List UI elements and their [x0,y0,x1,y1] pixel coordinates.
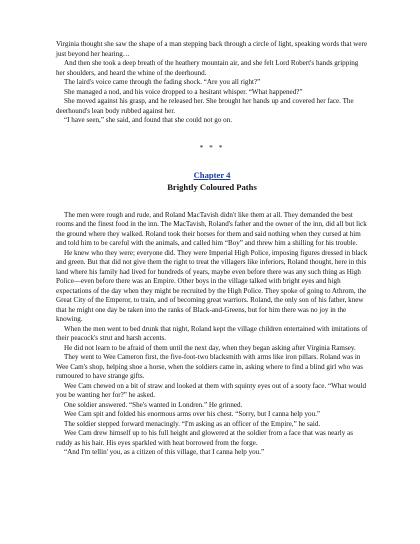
paragraph: He knew who they were; everyone did. They were Imperial High Police, imposing figures dressed in black and green. But that did not give them the right to treat the villagers like inferiors, Roland thought, here in this land where his family had lived for hundreds of years, maybe even before there was any such thing as High Police—even before there was an Empire. Other boys in the village talked with bright eyes and high expectations of the day when they might be recruited by the High Police. They spoke of going to Athrom, the Great City of the Emperor, to train, and of becoming great warriors. Roland, the only son of his father, knew that he might one day be taken into the ranks of Black-and-Greens, but for him there was no joy in the knowing. [56,248,368,323]
paragraph: “I have seen,” she said, and found that she could not go on. [64,116,233,124]
scene-end-section [56,40,368,126]
paragraph: Virginia thought she saw the shape of a man stepping back through a circle of light, speaking words that were just beyond her hearing… [56,40,368,58]
scene-separator: * * * [199,142,225,152]
paragraph: And then she took a deep breath of the heathery mountain air, and she felt Lord Robert's hands gripping her shoulders, and heard the whine of the deerhound. [56,59,359,77]
chapter-subtitle: Brightly Coloured Paths [167,181,257,192]
chapter-body [56,211,368,458]
paragraph: The men were rough and rude, and Roland MacTavish didn't like them at all. They demanded the best rooms and the finest food in the inn. The MacTavish, Roland's father and the owner of the inn, did all but lick the ground where they walked. Roland took their horses for them and said nothing when they cursed at him and told him to be careful with the animals, and called him “Boy” and threw him a shilling for his trouble. [56,210,367,247]
paragraph: The laird's voice came through the fading shock. “Are you all right?” [64,78,261,86]
paragraph: They went to Wee Cameron first, the five-foot-two blacksmith with arms like iron pillars. Roland was in Wee Cam's shop, helping shoe a horse, when the soldiers came in, asking where to find a blind girl who was rumoured to have strange gifts. [56,353,364,380]
paragraph: Wee Cam chewed on a bit of straw and looked at them with squinty eyes out of a sooty face. “What would you be wanting her for?” he asked. [56,381,367,399]
paragraph: She moved against his grasp, and he released her. She brought her hands up and covered her face. The deerhound's lean body rubbed against her. [56,97,354,115]
paragraph: When the men went to bed drunk that night, Roland kept the village children entertained with imitations of their peacock's strut and harsh accents. [56,324,368,342]
chapter-link[interactable]: Chapter 4 [193,169,231,180]
paragraph: He did not learn to be afraid of them until the next day, when they began asking after Virginia Ramsey. [64,343,356,352]
paragraph: Wee Cam drew himself up to his full height and glowered at the soldier from a face that was nearly as ruddy as his hair. His eyes sparkled with heat borrowed from the forge. [56,429,353,447]
chapter-heading [56,170,368,181]
paragraph: The soldier stepped forward menacingly. “I'm asking as an officer of the Empire,” he said. [64,419,321,428]
paragraph: She managed a nod, and his voice dropped to a hesitant whisper. “What happened?” [64,87,303,96]
paragraph: “And I'm tellin' you, as a citizen of this village, that I canna help you.” [64,448,265,456]
paragraph: Wee Cam spit and folded his enormous arms over his chest. “Sorry, but I canna help you.” [64,410,321,418]
paragraph: One soldier answered. “She's wanted in Londren.” He grinned. [64,400,243,409]
